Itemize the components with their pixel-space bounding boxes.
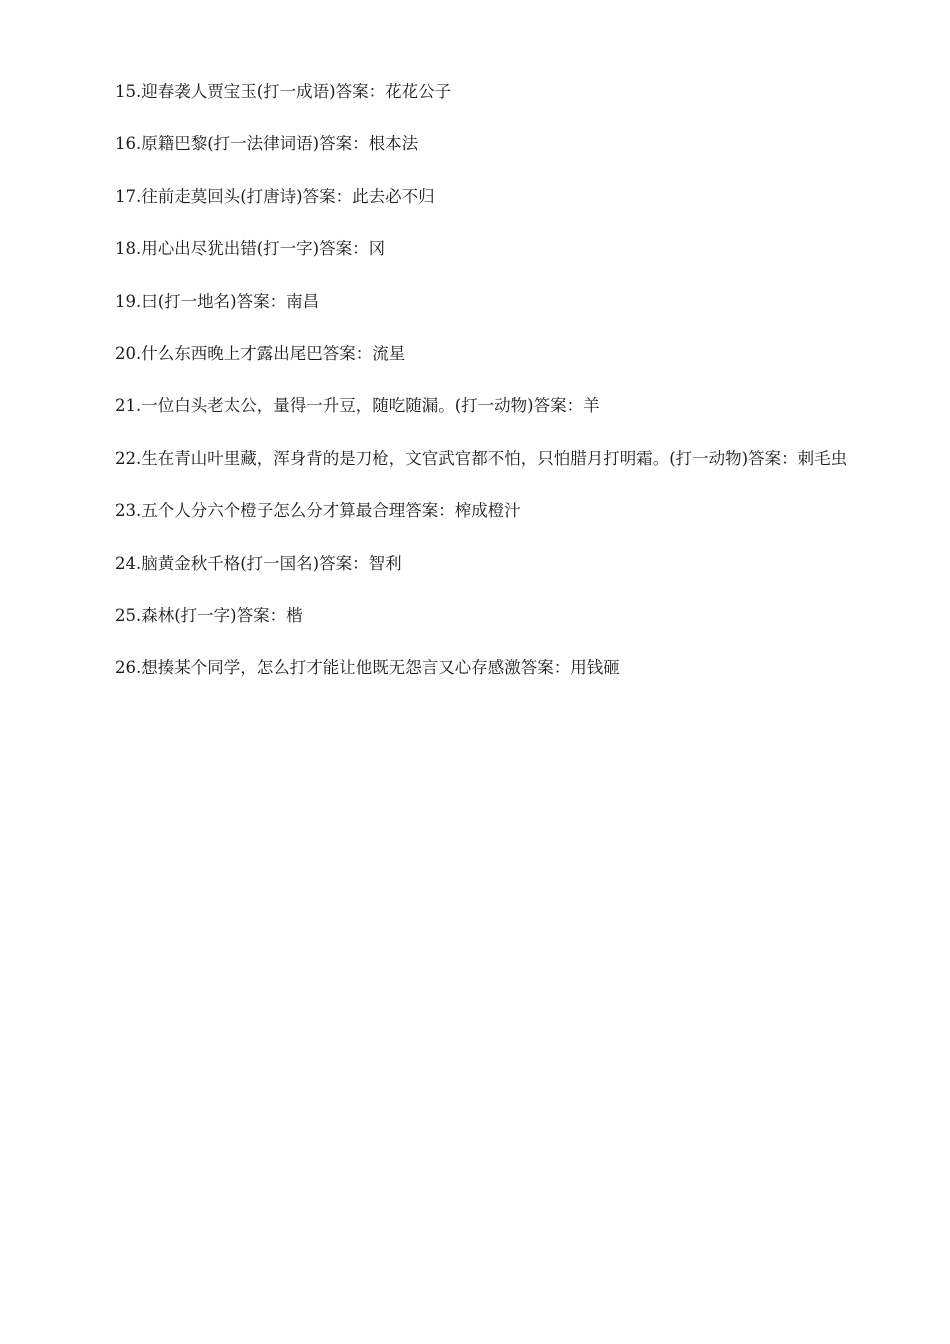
answer-label: 答案： [520, 658, 571, 678]
answer-label: 答案： [405, 501, 455, 521]
answer-label: 答案： [319, 239, 369, 259]
riddle-question: 21.一位白头老太公，量得一升豆，随吃随漏。(打一动物) [115, 396, 534, 416]
riddle-22 [82, 446, 858, 472]
riddle-20 [82, 341, 858, 367]
riddle-answer: 流星 [372, 343, 406, 363]
answer-label: 答案： [302, 186, 353, 206]
riddle-23 [82, 498, 858, 524]
riddle-answer: 南昌 [286, 291, 320, 311]
answer-label: 答案： [748, 448, 798, 468]
riddle-question: 24.脑黄金秋千格(打一国名) [115, 553, 320, 573]
riddle-answer: 楷 [286, 605, 303, 625]
riddle-answer: 羊 [583, 396, 600, 416]
riddle-question: 25.森林(打一字) [115, 605, 237, 625]
answer-label: 答案： [322, 343, 373, 363]
answer-label: 答案： [236, 291, 287, 311]
answer-label: 答案： [319, 553, 369, 573]
riddle-answer: 此去必不归 [352, 186, 435, 206]
riddle-question: 20.什么东西晚上才露出尾巴 [115, 343, 323, 363]
riddle-26 [82, 655, 858, 681]
riddle-15 [82, 79, 858, 105]
riddle-question: 18.用心出尽犹出错(打一字) [115, 239, 320, 259]
answer-label: 答案： [319, 134, 369, 154]
riddle-answer: 冈 [368, 239, 386, 259]
riddle-answer: 榨成橙汁 [454, 501, 521, 521]
riddle-18 [82, 236, 858, 262]
riddle-25 [82, 603, 858, 629]
riddle-17 [82, 184, 858, 210]
riddle-list [82, 79, 858, 681]
riddle-question: 22.生在青山叶里藏，浑身背的是刀枪，文官武官都不怕，只怕腊月打明霜。(打一动物) [115, 448, 749, 468]
riddle-21 [82, 393, 858, 419]
riddle-16 [82, 131, 858, 157]
riddle-question: 16.原籍巴黎(打一法律词语) [115, 134, 320, 154]
answer-label: 答案： [236, 605, 287, 625]
riddle-question: 23.五个人分六个橙子怎么分才算最合理 [115, 501, 406, 521]
riddle-answer: 花花公子 [385, 82, 452, 101]
riddle-answer: 根本法 [368, 134, 419, 154]
riddle-answer: 刺毛虫 [797, 448, 848, 468]
riddle-question: 15.迎春袭人贾宝玉(打一成语) [115, 82, 336, 101]
riddle-question: 26.想揍某个同学，怎么打才能让他既无怨言又心存感激 [115, 658, 521, 678]
riddle-answer: 用钱砸 [570, 658, 620, 678]
riddle-answer: 智利 [368, 553, 402, 573]
answer-label: 答案： [335, 82, 386, 101]
riddle-question: 19.曰(打一地名) [115, 291, 237, 311]
riddle-question: 17.往前走莫回头(打唐诗) [115, 186, 303, 206]
answer-label: 答案： [533, 396, 584, 416]
riddle-19 [82, 289, 858, 315]
riddle-24 [82, 551, 858, 577]
